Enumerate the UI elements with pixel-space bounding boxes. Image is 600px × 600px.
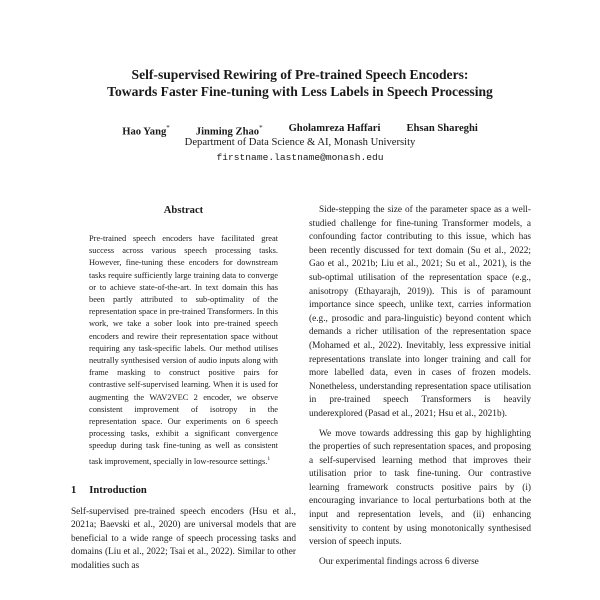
author: Jinming Zhao* [195,124,263,138]
abstract-text: Pre-trained speech encoders have facilitated great success across various speech processing tasks. However, fine-tuning these encoders for downstream tasks require sufficiently large training data to converge or to achieve state-of-the-art. In text domain this has been partly attributed to sub-optimality of the representation space in pre-trained Transformers. In this work, we take a sober look into pre-trained speech encoders and rewire their representation space without requiring any task-specific labels. Our method utilises neutrally synthesised version of audio inputs along with frame masking to construct positive pairs for contrastive self-supervised learning. When it is used for augmenting the WAV2VEC 2 encoder, we observe consistent improvement of isotropy in the representation space. Our experiments on 6 speech processing tasks, exhibit a significant convergence speedup during task fine-tuning as well as consistent task improvement, specially in low-resource settings.$^1$ [89,234,278,466]
footnote-mark: 1 [267,455,271,462]
author: Gholamreza Haffari [288,123,381,134]
abstract-heading: Abstract [163,205,204,216]
section-number: 1 [71,484,77,496]
section-heading [71,484,296,497]
author-email: firstname.lastname@monash.edu [216,152,384,163]
body-paragraph: Side-stepping the size of the parameter space as a well-studied challenge for fine-tuning Transformer models, a confounding factor contributing to this issue, which has been recently discussed for text domain (Su et al., 2022; Gao et al., 2021b; Liu et al., 2021; Su et al., 2021), is the sub-optimal utilisation of the representation space (e.g., anisotropy (Ethayarajh, 2019)). This is of paramount importance since speech, unlike text, carries information (e.g., prosodic and para-linguistic) beyond content which demands a richer utilisation of the representation space (Mohamed et al., 2022). Inevitably, less expressive initial representations translate into longer training and call for more labelled data, even in cases of frozen models. Nonetheless, understanding representation space utilisation in pre-trained speech Transformers is heavily underexplored (Pasad et al., 2021; Hsu et al., 2021b). [309,205,531,419]
author: Ehsan Shareghi [406,123,478,134]
left-column [71,204,296,574]
body-paragraph: We move towards addressing this gap by highlighting the properties of such representation spaces, and proposing a self-supervised learning method that improves their utilisation prior to task fine-tuning. Our contrastive learning framework constructs positive pairs by (i) encouraging invariance to local perturbations both at the input and representation levels, and (ii) enhancing sensitivity to content by using monotonically synthesised version of speech inputs. [309,428,531,548]
section-title: Introduction [89,484,147,496]
right-column [309,204,531,569]
paper-title [60,66,540,100]
title-line-2: Towards Faster Fine-tuning with Less Labels in Speech Processing [107,84,493,99]
body-paragraph: Our experimental findings across 6 diverse [319,556,479,567]
author: Hao Yang* [122,124,170,138]
intro-paragraph: Self-supervised pre-trained speech encoders (Hsu et al., 2021a; Baevski et al., 2020) are universal models that are beneficial to a wide range of speech processing tasks and domains (Liu et al., 2022; Tsai et al., 2022). Similar to other modalities such as [71,506,296,572]
affiliation: Department of Data Science & AI, Monash University [184,137,416,148]
title-line-1: Self-supervised Rewiring of Pre-trained Speech Encoders: [131,67,469,82]
